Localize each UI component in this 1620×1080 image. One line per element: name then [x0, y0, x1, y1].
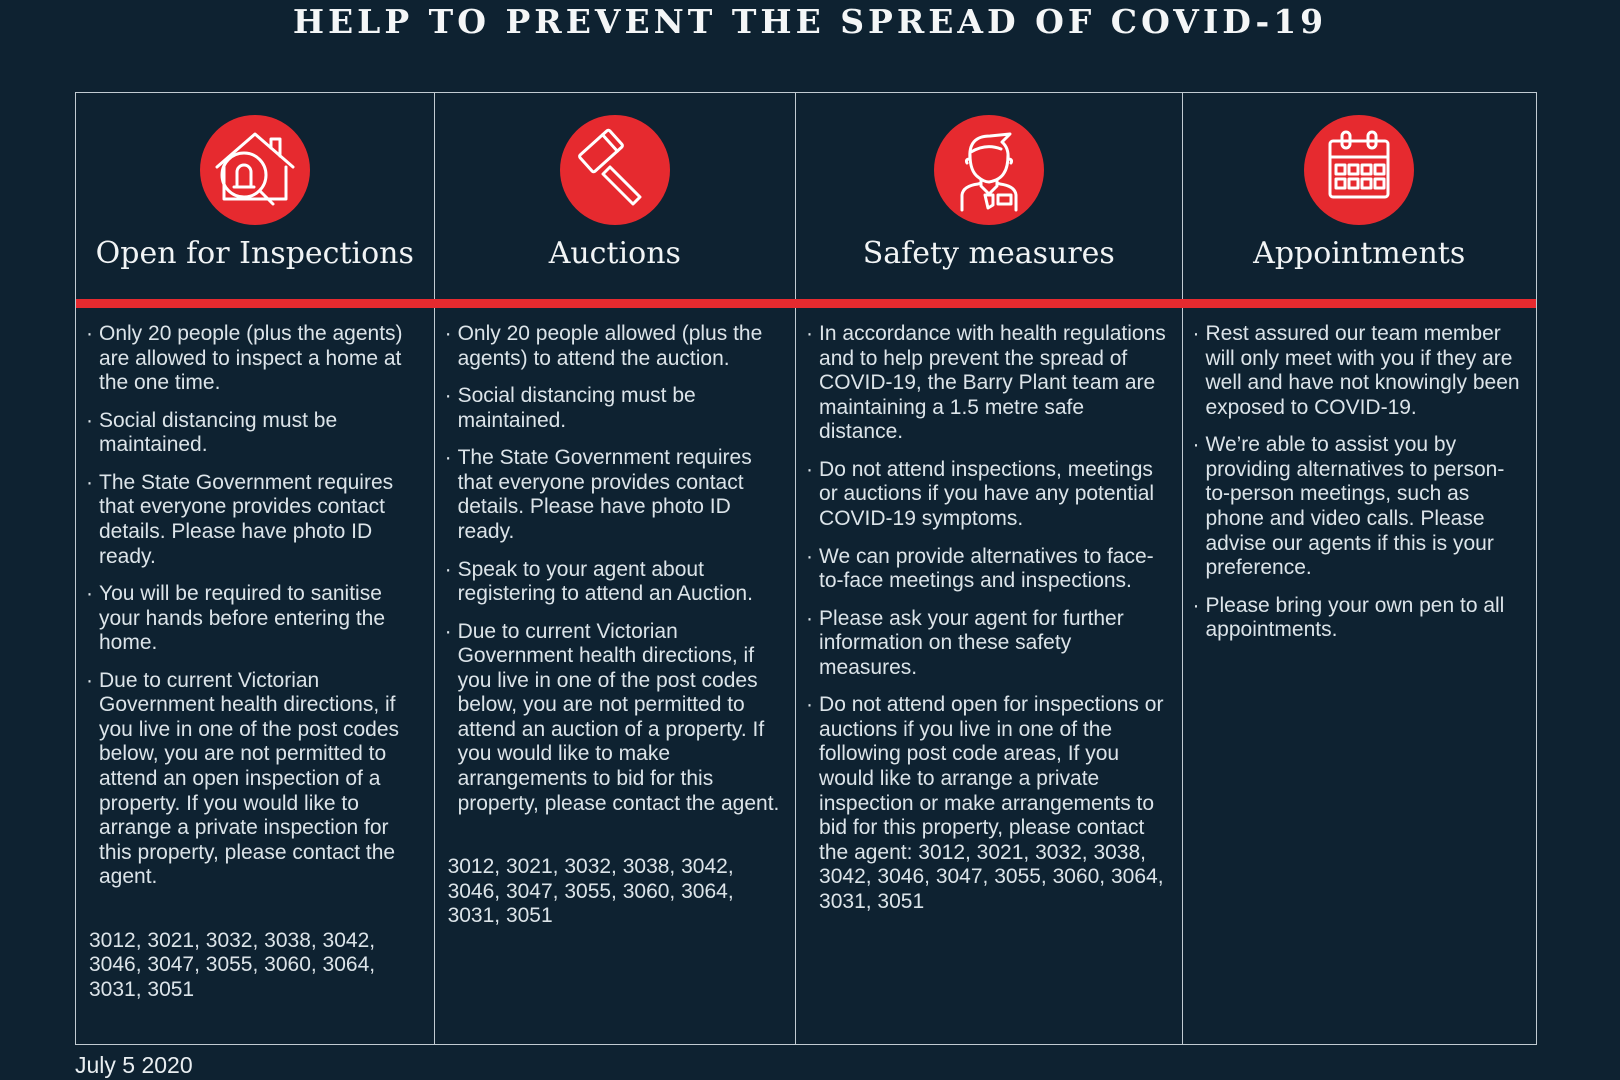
- bullet-dot-icon: ·: [806, 693, 814, 717]
- column-header: [435, 93, 795, 308]
- bullet-dot-icon: ·: [1192, 322, 1200, 345]
- bullet-dot-icon: ·: [86, 408, 93, 432]
- footer-date: July 5 2020: [75, 1052, 193, 1078]
- column-body: [76, 308, 434, 903]
- list-item-text: The State Government requires that everyone provides contact details. Please have photo ID ready.: [457, 446, 752, 543]
- list-item: [86, 322, 423, 396]
- list-item-text: Please bring your own pen to all appointments.: [1205, 593, 1505, 642]
- bullet-dot-icon: ·: [444, 322, 452, 345]
- postcodes-list: 3012, 3021, 3032, 3038, 3042, 3046, 3047, 3055, 3060, 3064, 3031, 3051: [89, 928, 376, 1001]
- bullet-dot-icon: ·: [806, 544, 814, 568]
- postcodes-list: 3012, 3021, 3032, 3038, 3042, 3046, 3047, 3055, 3060, 3064, 3031, 3051: [447, 855, 734, 928]
- list-item: [1193, 594, 1525, 643]
- bullet-dot-icon: ·: [444, 557, 452, 581]
- info-table: [75, 92, 1537, 1045]
- column-heading: Appointments: [1253, 236, 1466, 271]
- list-item-text: Rest assured our team member will only meet with you if they are well and have not knowingly been exposed to COVID-19.: [1205, 322, 1520, 419]
- list-item-text: We can provide alternatives to face-to-face meetings and inspections.: [819, 544, 1154, 593]
- list-item-text: Due to current Victorian Government health directions, if you live in one of the post codes below, you are not permitted to attend an open inspection of a property. If you would like to arrange a private inspection for this property, please contact the agent.: [99, 668, 400, 889]
- list-item-text: You will be required to sanitise your hands before entering the home.: [99, 582, 386, 655]
- bullet-dot-icon: ·: [1192, 433, 1200, 457]
- list-item-text: Speak to your agent about registering to attend an Auction.: [457, 557, 753, 606]
- list-item-text: Do not attend open for inspections or auctions if you live in one of the following post code areas, If you would like to arrange a private inspection or make arrangements to bid for this property, please contact the agent: 3012, 3021, 3032, 3038, 3042, 3046, 3047, 3055, 3060, 3064, 3031, 3051: [819, 693, 1164, 913]
- list-item: [445, 620, 784, 817]
- bullet-dot-icon: ·: [444, 619, 452, 643]
- column-header: [76, 93, 434, 308]
- list-item: [445, 322, 784, 371]
- list-item: [806, 607, 1170, 681]
- list-item: [86, 582, 423, 656]
- list-item-text: Social distancing must be maintained.: [99, 408, 338, 457]
- column-heading: Safety measures: [862, 236, 1115, 271]
- list-item: [806, 545, 1170, 594]
- column-appointments: [1183, 93, 1536, 1044]
- list-item: [86, 471, 423, 569]
- list-item-text: In accordance with health regulations and to help prevent the spread of COVID-19, the Barry Plant team are maintaining a 1.5 metre safe distance.: [819, 322, 1166, 444]
- bullet-dot-icon: ·: [444, 446, 452, 470]
- list-item: [1193, 433, 1525, 580]
- list-item: [806, 322, 1170, 445]
- column-heading: Auctions: [548, 236, 681, 271]
- list-item: [86, 669, 423, 890]
- column-body: [796, 308, 1181, 927]
- bullet-dot-icon: ·: [806, 606, 814, 630]
- bullet-dot-icon: ·: [86, 322, 93, 345]
- list-item: [445, 558, 784, 607]
- list-item: [806, 458, 1170, 532]
- list-item: [445, 384, 784, 433]
- bullet-dot-icon: ·: [86, 470, 93, 494]
- list-item-text: We’re able to assist you by providing alternatives to person-to-person meetings, such as phone and video calls. Please advise our agents if this is your preference.: [1205, 433, 1505, 580]
- red-divider-bar: [76, 299, 1536, 308]
- list-item: [445, 446, 784, 544]
- column-body: [435, 308, 795, 829]
- bullet-dot-icon: ·: [1192, 593, 1200, 617]
- list-item-text: Please ask your agent for further information on these safety measures.: [819, 606, 1124, 679]
- page-title: HELP TO PREVENT THE SPREAD OF COVID-19: [292, 2, 1328, 41]
- column-safety-measures: [796, 93, 1182, 1044]
- list-item-text: The State Government requires that everyone provides contact details. Please have photo ID ready.: [99, 470, 394, 568]
- column-open-for-inspections: [76, 93, 435, 1044]
- list-item: [86, 409, 423, 458]
- column-body: [1183, 308, 1536, 656]
- bullet-dot-icon: ·: [86, 668, 93, 692]
- agent-person-icon: [934, 115, 1044, 225]
- list-item: [806, 693, 1170, 914]
- list-item-text: Only 20 people (plus the agents) are allowed to inspect a home at the one time.: [99, 322, 403, 395]
- calendar-icon: [1304, 115, 1414, 225]
- bullet-dot-icon: ·: [444, 384, 452, 408]
- bullet-dot-icon: ·: [806, 457, 814, 481]
- column-auctions: [435, 93, 796, 1044]
- column-header: [796, 93, 1181, 308]
- gavel-icon: [560, 115, 670, 225]
- list-item-text: Do not attend inspections, meetings or auctions if you have any potential COVID-19 symptoms.: [819, 457, 1155, 530]
- list-item-text: Social distancing must be maintained.: [457, 384, 696, 432]
- house-search-icon: [200, 115, 310, 225]
- list-item-text: Only 20 people allowed (plus the agents) to attend the auction.: [457, 322, 763, 370]
- column-header: [1183, 93, 1536, 308]
- bullet-dot-icon: ·: [86, 582, 93, 606]
- bullet-dot-icon: ·: [806, 322, 814, 345]
- column-heading: Open for Inspections: [95, 236, 414, 271]
- list-item: [1193, 322, 1525, 420]
- list-item-text: Due to current Victorian Government health directions, if you live in one of the post codes below, you are not permitted to attend an auction of a property. If you would like to make arrangements to bid for this property, please contact the agent.: [457, 619, 780, 815]
